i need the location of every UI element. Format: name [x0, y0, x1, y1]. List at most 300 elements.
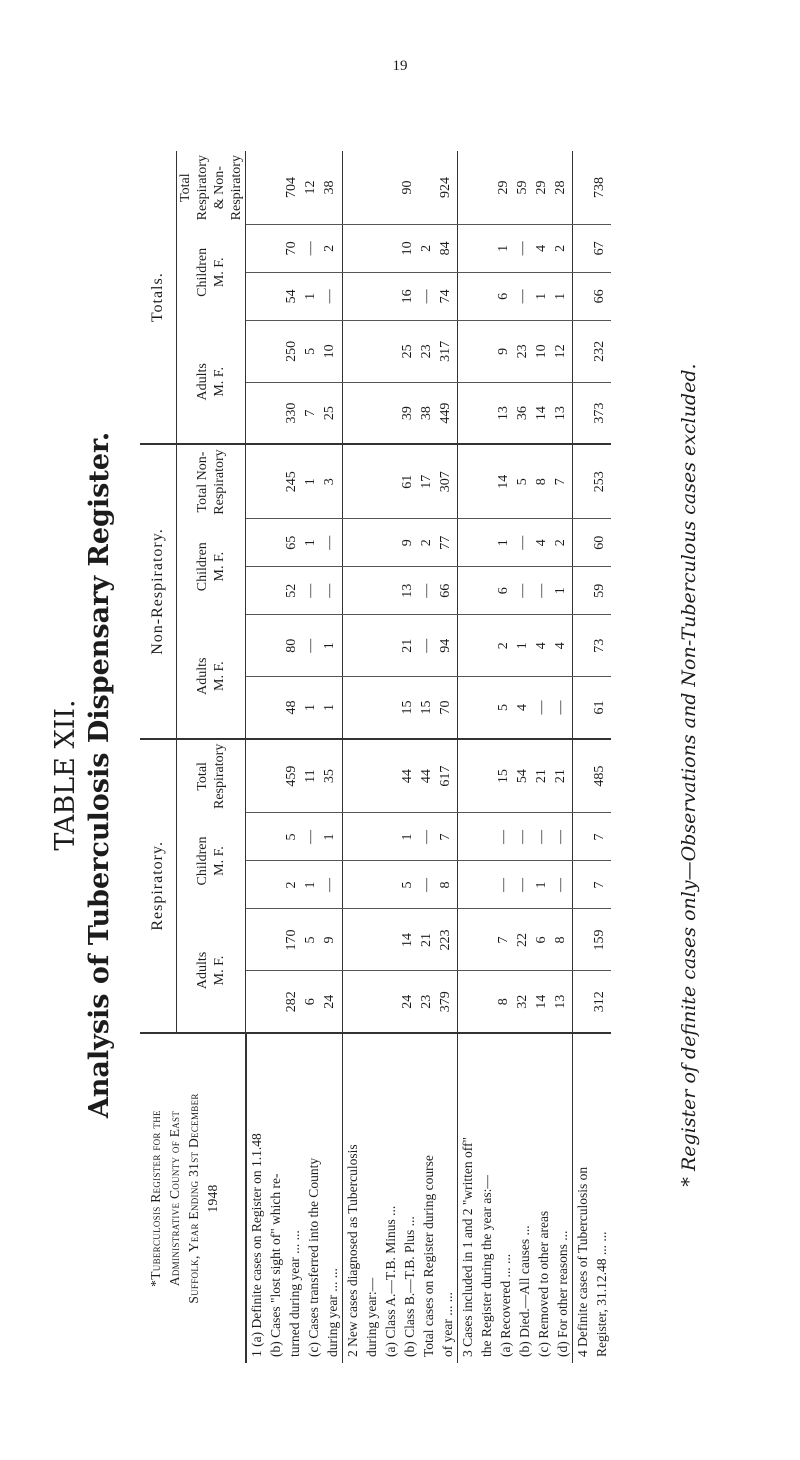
value-cell — [572, 739, 611, 813]
value-cell — [342, 971, 457, 1033]
value-cell — [457, 272, 572, 320]
value-cell — [457, 320, 572, 382]
register-caption: *Tuberculosis Register for the Administrative County of East Suffolk, Year Ending 31st December 1948 — [140, 1033, 246, 1363]
value: 307 — [437, 471, 453, 493]
value: 17 — [418, 474, 434, 489]
spacer — [265, 976, 284, 1029]
value-cell — [246, 909, 343, 971]
spacer — [381, 818, 400, 857]
value: 4 — [533, 539, 549, 547]
group-respiratory: Respiratory. — [140, 739, 177, 1033]
value-cell — [342, 444, 457, 518]
value: 23 — [418, 994, 434, 1009]
value-cell — [572, 971, 611, 1033]
row-label-line: (b) Died.—All causes ... — [516, 1225, 532, 1357]
row-label-line: turned during year ... ... — [286, 1230, 302, 1357]
value: 7 — [591, 833, 607, 841]
table-title: TABLE XII. — [50, 699, 81, 851]
value: 1 — [552, 587, 568, 595]
value: 1 — [322, 642, 337, 650]
value: — — [418, 638, 434, 653]
value-cell — [246, 382, 343, 444]
value-cell — [342, 739, 457, 813]
table-body — [246, 151, 611, 1363]
subhead-total-respiratory: Total Respiratory — [177, 739, 246, 813]
spacer — [458, 619, 477, 672]
value: 2 — [552, 244, 568, 252]
spacer — [343, 744, 362, 809]
spacer — [265, 571, 284, 610]
row-label-line: (b) Cases "lost sight of" which re- — [267, 1173, 283, 1357]
value: — — [418, 878, 434, 892]
value: 6 — [495, 292, 511, 300]
spacer — [573, 744, 592, 809]
spacer — [362, 523, 381, 562]
value: 10 — [322, 344, 337, 359]
value — [477, 866, 496, 905]
spacer — [343, 523, 362, 562]
value: 13 — [552, 406, 568, 421]
value-cell — [246, 151, 343, 224]
value: 7 — [437, 833, 453, 841]
spacer — [381, 681, 400, 734]
value: 21 — [399, 638, 415, 653]
spacer — [246, 155, 265, 220]
value: 1 — [303, 881, 318, 889]
subhead-children: Children M. F. — [195, 836, 227, 886]
value: 8 — [552, 936, 568, 944]
value: 39 — [399, 406, 415, 421]
value: — — [514, 241, 530, 256]
value: 65 — [284, 535, 299, 550]
value: 9 — [495, 347, 511, 355]
value — [477, 155, 496, 220]
value: 253 — [591, 471, 607, 493]
spacer — [265, 619, 284, 672]
row-label-line: during year ... ... — [324, 1268, 340, 1357]
value-cell — [246, 677, 343, 739]
rotated-table-sheet — [50, 90, 790, 1460]
value: — — [533, 830, 549, 844]
value-cell — [246, 519, 343, 567]
value: 44 — [399, 769, 415, 784]
spacer — [265, 277, 284, 316]
value — [477, 449, 496, 514]
value: 13 — [495, 406, 511, 421]
subhead-children: Children M. F. — [195, 247, 227, 297]
spacer — [381, 866, 400, 905]
spacer — [458, 866, 477, 905]
spacer — [573, 619, 592, 672]
value: 459 — [284, 765, 299, 787]
subhead-children: Children M. F. — [195, 542, 227, 592]
value: 1 — [552, 292, 568, 300]
value: 159 — [591, 929, 607, 951]
value: 59 — [514, 180, 530, 195]
value: — — [322, 535, 337, 550]
subhead-adults: Adults M. F. — [195, 951, 227, 990]
spacer — [381, 449, 400, 514]
value-cell — [342, 382, 457, 444]
value: 90 — [399, 180, 415, 195]
value: 704 — [284, 176, 299, 198]
value-cell — [572, 567, 611, 615]
value: 2 — [418, 244, 434, 252]
value: 22 — [514, 933, 530, 947]
value: 73 — [591, 638, 607, 653]
spacer — [265, 914, 284, 967]
table-row — [342, 151, 457, 1363]
value: — — [514, 535, 530, 550]
row-label-line: (a) Recovered ... ... — [497, 1253, 513, 1357]
spacer — [362, 325, 381, 378]
value: 317 — [437, 340, 453, 362]
value: 16 — [399, 289, 415, 304]
value: 2 — [322, 244, 337, 252]
value-cell — [572, 151, 611, 224]
value: — — [303, 830, 318, 844]
spacer — [458, 976, 477, 1029]
spacer — [458, 523, 477, 562]
value: 6 — [495, 587, 511, 595]
value-cell — [457, 224, 572, 272]
value: 1 — [303, 292, 318, 300]
value: 13 — [552, 994, 568, 1009]
value: 15 — [495, 769, 511, 784]
value — [477, 523, 496, 562]
value: 1 — [514, 642, 530, 650]
value: 5 — [514, 478, 530, 486]
value: — — [418, 830, 434, 844]
value: 5 — [399, 881, 415, 889]
spacer — [381, 229, 400, 268]
value: — — [418, 583, 434, 598]
value: 14 — [495, 474, 511, 489]
spacer — [362, 744, 381, 809]
spacer — [246, 866, 265, 905]
value-cell — [457, 519, 572, 567]
row-label-line: 2 New cases diagnosed as Tuberculosis — [344, 1144, 360, 1357]
value-cell — [457, 909, 572, 971]
row-label — [457, 1033, 572, 1363]
value: 4 — [552, 642, 568, 650]
spacer — [246, 571, 265, 610]
value-cell — [246, 861, 343, 909]
spacer — [573, 818, 592, 857]
row-label-line: Total cases on Register during course — [420, 1155, 436, 1357]
value-cell — [457, 677, 572, 739]
value: 1 — [495, 539, 511, 547]
spacer — [343, 976, 362, 1029]
value-cell — [342, 909, 457, 971]
value: 3 — [322, 478, 337, 486]
table-row — [246, 151, 343, 1363]
value: 38 — [418, 406, 434, 421]
value-cell — [246, 813, 343, 861]
value: 24 — [322, 994, 337, 1009]
value: 7 — [591, 881, 607, 889]
value: 1 — [322, 703, 337, 711]
spacer — [343, 571, 362, 610]
value: 924 — [437, 176, 453, 198]
row-label-line: during year:— — [363, 1277, 379, 1357]
spacer — [362, 155, 381, 220]
value-cell — [246, 320, 343, 382]
value: — — [552, 700, 568, 715]
spacer — [265, 866, 284, 905]
spacer — [573, 325, 592, 378]
value: 7 — [552, 478, 568, 486]
value: 74 — [437, 289, 453, 304]
row-label — [246, 1033, 343, 1363]
value: — — [303, 583, 318, 598]
group-totals: Totals. — [140, 151, 177, 444]
value-cell — [572, 615, 611, 677]
spacer — [381, 523, 400, 562]
value — [477, 325, 496, 378]
value: 14 — [533, 994, 549, 1009]
value-cell — [342, 677, 457, 739]
spacer — [246, 523, 265, 562]
value: 21 — [418, 933, 434, 947]
value: 66 — [591, 289, 607, 304]
value: 2 — [552, 539, 568, 547]
value: — — [514, 830, 530, 844]
value: 10 — [533, 344, 549, 359]
value-cell — [457, 567, 572, 615]
spacer — [343, 914, 362, 967]
value-cell — [457, 151, 572, 224]
spacer — [573, 229, 592, 268]
value: 25 — [399, 344, 415, 359]
row-label-line: 1 (a) Definite cases on Register on 1.1.48 — [248, 1133, 264, 1357]
spacer — [458, 277, 477, 316]
value: 738 — [591, 176, 607, 198]
value-cell — [457, 615, 572, 677]
value: 24 — [399, 994, 415, 1009]
spacer — [362, 866, 381, 905]
value: 232 — [591, 340, 607, 362]
value: 5 — [303, 347, 318, 355]
value: 5 — [284, 833, 299, 841]
row-label — [572, 1033, 611, 1363]
spacer — [362, 571, 381, 610]
value: 32 — [514, 994, 530, 1009]
spacer — [573, 914, 592, 967]
value: 36 — [514, 406, 530, 421]
value-cell — [342, 519, 457, 567]
value: 2 — [284, 881, 299, 889]
value: 54 — [284, 289, 299, 304]
value: 61 — [399, 474, 415, 489]
value — [477, 277, 496, 316]
spacer — [573, 866, 592, 905]
value: 617 — [437, 765, 453, 787]
value-cell — [342, 861, 457, 909]
value-cell — [457, 739, 572, 813]
value: 4 — [514, 703, 530, 711]
spacer — [573, 155, 592, 220]
value-cell — [246, 615, 343, 677]
value: 66 — [437, 583, 453, 598]
spacer — [343, 277, 362, 316]
value: 54 — [514, 769, 530, 784]
spacer — [458, 681, 477, 734]
spacer — [343, 818, 362, 857]
value: 379 — [437, 991, 453, 1013]
spacer — [381, 277, 400, 316]
value — [477, 744, 496, 809]
value-cell — [342, 272, 457, 320]
value-cell — [457, 813, 572, 861]
value: 28 — [552, 180, 568, 195]
spacer — [343, 449, 362, 514]
value-cell — [246, 971, 343, 1033]
value: 7 — [495, 936, 511, 944]
value-cell — [457, 971, 572, 1033]
value-cell — [246, 444, 343, 518]
spacer — [246, 914, 265, 967]
value: 77 — [437, 535, 453, 550]
value: 4 — [533, 244, 549, 252]
row-label-line: (a) Class A.—T.B. Minus ... — [382, 1205, 398, 1357]
value: 1 — [322, 833, 337, 841]
value: 59 — [591, 583, 607, 598]
value: 8 — [495, 998, 511, 1006]
value: 67 — [591, 241, 607, 256]
spacer — [343, 866, 362, 905]
value-cell — [572, 909, 611, 971]
value-cell — [572, 813, 611, 861]
register-table — [140, 151, 611, 1363]
value: — — [495, 830, 511, 844]
value: — — [514, 289, 530, 304]
value: — — [514, 878, 530, 892]
spacer — [246, 681, 265, 734]
row-label-line: of year ... ... — [439, 1292, 455, 1357]
spacer — [246, 277, 265, 316]
value — [477, 681, 496, 734]
spacer — [246, 619, 265, 672]
value-cell — [457, 382, 572, 444]
value: 6 — [303, 998, 318, 1006]
value-cell — [246, 739, 343, 813]
spacer — [265, 229, 284, 268]
value: 61 — [591, 700, 607, 715]
spacer — [362, 914, 381, 967]
spacer — [362, 681, 381, 734]
spacer — [458, 571, 477, 610]
value-cell — [342, 615, 457, 677]
value — [477, 571, 496, 610]
spacer — [362, 818, 381, 857]
value — [477, 387, 496, 440]
value: 21 — [533, 769, 549, 784]
subhead-adults: Adults M. F. — [195, 363, 227, 401]
value — [477, 914, 496, 967]
value-cell — [246, 224, 343, 272]
value-cell — [342, 151, 457, 224]
value: 21 — [552, 769, 568, 784]
value: 1 — [533, 881, 549, 889]
value: 14 — [533, 406, 549, 421]
table-subtitle: Analysis of Tuberculosis Dispensary Register. — [84, 431, 115, 1119]
spacer — [362, 449, 381, 514]
value: 8 — [437, 881, 453, 889]
value: — — [418, 289, 434, 304]
value-cell — [572, 444, 611, 518]
spacer — [381, 571, 400, 610]
table-row — [572, 151, 611, 1363]
value: 12 — [552, 344, 568, 359]
spacer — [381, 744, 400, 809]
value-cell — [572, 382, 611, 444]
value: 373 — [591, 402, 607, 424]
spacer — [343, 681, 362, 734]
spacer — [362, 387, 381, 440]
spacer — [246, 387, 265, 440]
spacer — [362, 619, 381, 672]
value: 38 — [322, 180, 337, 195]
value: 48 — [284, 700, 299, 715]
value: 1 — [495, 244, 511, 252]
value: 1 — [303, 539, 318, 547]
value: 23 — [418, 344, 434, 359]
spacer — [246, 325, 265, 378]
value: 312 — [591, 991, 607, 1013]
spacer — [246, 818, 265, 857]
spacer — [381, 387, 400, 440]
value-cell — [246, 272, 343, 320]
value: 4 — [533, 642, 549, 650]
spacer — [343, 229, 362, 268]
spacer — [246, 229, 265, 268]
value-cell — [457, 861, 572, 909]
value: 8 — [533, 478, 549, 486]
value: 13 — [399, 583, 415, 598]
spacer — [458, 155, 477, 220]
value: 223 — [437, 929, 453, 951]
spacer — [458, 449, 477, 514]
row-label-line: (b) Class B.—T.B. Plus ... — [401, 1216, 417, 1357]
spacer — [573, 523, 592, 562]
spacer — [265, 681, 284, 734]
subhead-total-non-respiratory: Total Non- Respiratory — [177, 444, 246, 518]
value-cell — [572, 224, 611, 272]
value: 245 — [284, 471, 299, 493]
spacer — [246, 744, 265, 809]
value: 1 — [303, 703, 318, 711]
value: 1 — [533, 292, 549, 300]
spacer — [381, 976, 400, 1029]
value: 485 — [591, 765, 607, 787]
value — [419, 155, 438, 220]
spacer — [265, 155, 284, 220]
value: — — [533, 583, 549, 598]
value: 5 — [303, 936, 318, 944]
spacer — [381, 619, 400, 672]
subhead-total-all: Total Respiratory & Non- Respiratory — [178, 155, 244, 221]
value-cell — [572, 519, 611, 567]
spacer — [265, 523, 284, 562]
footnote: * Register of definite cases only—Observations and Non-Tuberculous cases excluded. — [678, 363, 700, 1187]
spacer — [343, 387, 362, 440]
spacer — [362, 277, 381, 316]
spacer — [265, 744, 284, 809]
table-row — [457, 151, 572, 1363]
value-cell — [342, 567, 457, 615]
value: — — [514, 583, 530, 598]
